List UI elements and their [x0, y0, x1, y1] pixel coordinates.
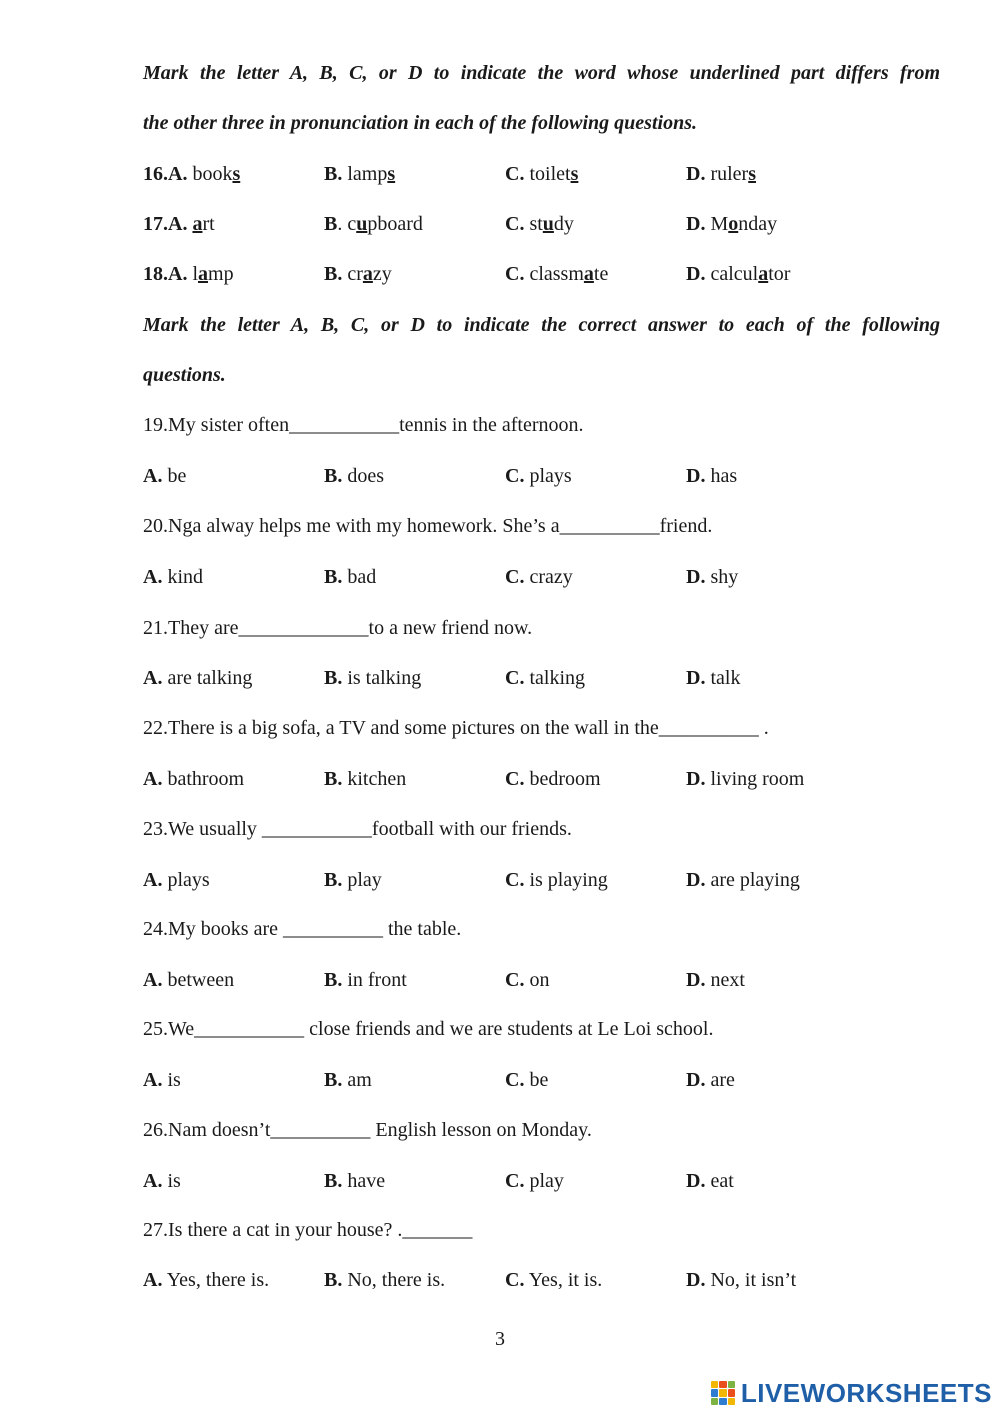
option-b[interactable]: B. is talking: [324, 667, 422, 689]
instruction-1-line-1: Mark the letter A, B, C, or D to indicate the word whose underlined part differs from: [143, 62, 940, 84]
option-b[interactable]: B. lamps: [324, 163, 396, 185]
option-a[interactable]: A. is: [143, 1170, 181, 1192]
option-d[interactable]: D. No, it isn’t: [686, 1269, 797, 1291]
option-b[interactable]: B. crazy: [324, 263, 392, 285]
option-a[interactable]: A. is: [143, 1069, 181, 1091]
option-a[interactable]: A. kind: [143, 566, 204, 588]
option-b[interactable]: B. does: [324, 465, 385, 487]
option-b[interactable]: B. kitchen: [324, 768, 407, 790]
option-c[interactable]: C. plays: [505, 465, 572, 487]
option-b[interactable]: B. in front: [324, 969, 407, 991]
option-d[interactable]: D. are: [686, 1069, 735, 1091]
option-d[interactable]: D. calculator: [686, 263, 791, 285]
option-a[interactable]: A. bathroom: [143, 768, 245, 790]
option-a[interactable]: A. are talking: [143, 667, 253, 689]
page-number: 3: [495, 1328, 505, 1350]
question-26-stem: 26.Nam doesn’t__________ English lesson on Monday.: [143, 1119, 592, 1141]
option-a[interactable]: 16.A. books: [143, 163, 241, 185]
option-a[interactable]: A. plays: [143, 869, 210, 891]
question-20-options: [143, 562, 903, 592]
option-a[interactable]: A. between: [143, 969, 235, 991]
option-c[interactable]: C. on: [505, 969, 550, 991]
option-a[interactable]: A. be: [143, 465, 187, 487]
question-26-options: [143, 1166, 903, 1196]
option-b[interactable]: B. No, there is.: [324, 1269, 446, 1291]
instruction-2-line-1: Mark the letter A, B, C, or D to indicate the correct answer to each of the following: [143, 314, 940, 336]
instruction-1-line-2: the other three in pronunciation in each of the following questions.: [143, 112, 697, 134]
question-20-stem: 20.Nga alway helps me with my homework. She’s a__________friend.: [143, 515, 713, 537]
option-d[interactable]: D. Monday: [686, 213, 778, 235]
option-d[interactable]: D. are playing: [686, 869, 800, 891]
option-d[interactable]: D. next: [686, 969, 745, 991]
option-c[interactable]: C. study: [505, 213, 574, 235]
pron-question-18: [143, 259, 903, 289]
question-24-options: [143, 965, 903, 995]
liveworksheets-logo-icon: [711, 1381, 735, 1405]
option-a[interactable]: A. Yes, there is.: [143, 1269, 270, 1291]
liveworksheets-logo-text: LIVEWORKSHEETS: [740, 1377, 992, 1408]
question-27-options: [143, 1265, 903, 1295]
option-b[interactable]: B. have: [324, 1170, 386, 1192]
question-22-options: [143, 764, 903, 794]
question-25-stem: 25.We___________ close friends and we are students at Le Loi school.: [143, 1018, 714, 1040]
option-b[interactable]: B. cupboard: [324, 213, 423, 235]
option-c[interactable]: C. play: [505, 1170, 564, 1192]
option-a[interactable]: 18.A. lamp: [143, 263, 234, 285]
option-c[interactable]: C. classmate: [505, 263, 609, 285]
option-d[interactable]: D. has: [686, 465, 738, 487]
option-d[interactable]: D. talk: [686, 667, 741, 689]
option-b[interactable]: B. play: [324, 869, 382, 891]
pron-question-16: [143, 159, 903, 189]
question-23-stem: 23.We usually ___________football with our friends.: [143, 818, 572, 840]
option-b[interactable]: B. am: [324, 1069, 372, 1091]
question-19-stem: 19.My sister often___________tennis in the afternoon.: [143, 414, 584, 436]
option-d[interactable]: D. eat: [686, 1170, 734, 1192]
option-c[interactable]: C. be: [505, 1069, 549, 1091]
question-19-options: [143, 461, 903, 491]
pron-question-17: [143, 209, 903, 239]
option-a[interactable]: 17.A. art: [143, 213, 215, 235]
option-d[interactable]: D. living room: [686, 768, 805, 790]
liveworksheets-logo: [711, 1378, 992, 1408]
question-21-stem: 21.They are_____________to a new friend now.: [143, 617, 533, 639]
option-c[interactable]: C. Yes, it is.: [505, 1269, 603, 1291]
option-b[interactable]: B. bad: [324, 566, 377, 588]
option-c[interactable]: C. toilets: [505, 163, 579, 185]
question-25-options: [143, 1065, 903, 1095]
option-c[interactable]: C. bedroom: [505, 768, 601, 790]
question-27-stem: 27.Is there a cat in your house? ._______: [143, 1219, 473, 1241]
question-24-stem: 24.My books are __________ the table.: [143, 918, 462, 940]
question-22-stem: 22.There is a big sofa, a TV and some pictures on the wall in the__________ .: [143, 717, 769, 739]
question-21-options: [143, 663, 903, 693]
option-d[interactable]: D. shy: [686, 566, 739, 588]
option-c[interactable]: C. talking: [505, 667, 585, 689]
question-23-options: [143, 865, 903, 895]
instruction-2-line-2: questions.: [143, 364, 226, 386]
option-d[interactable]: D. rulers: [686, 163, 757, 185]
option-c[interactable]: C. crazy: [505, 566, 573, 588]
option-c[interactable]: C. is playing: [505, 869, 608, 891]
